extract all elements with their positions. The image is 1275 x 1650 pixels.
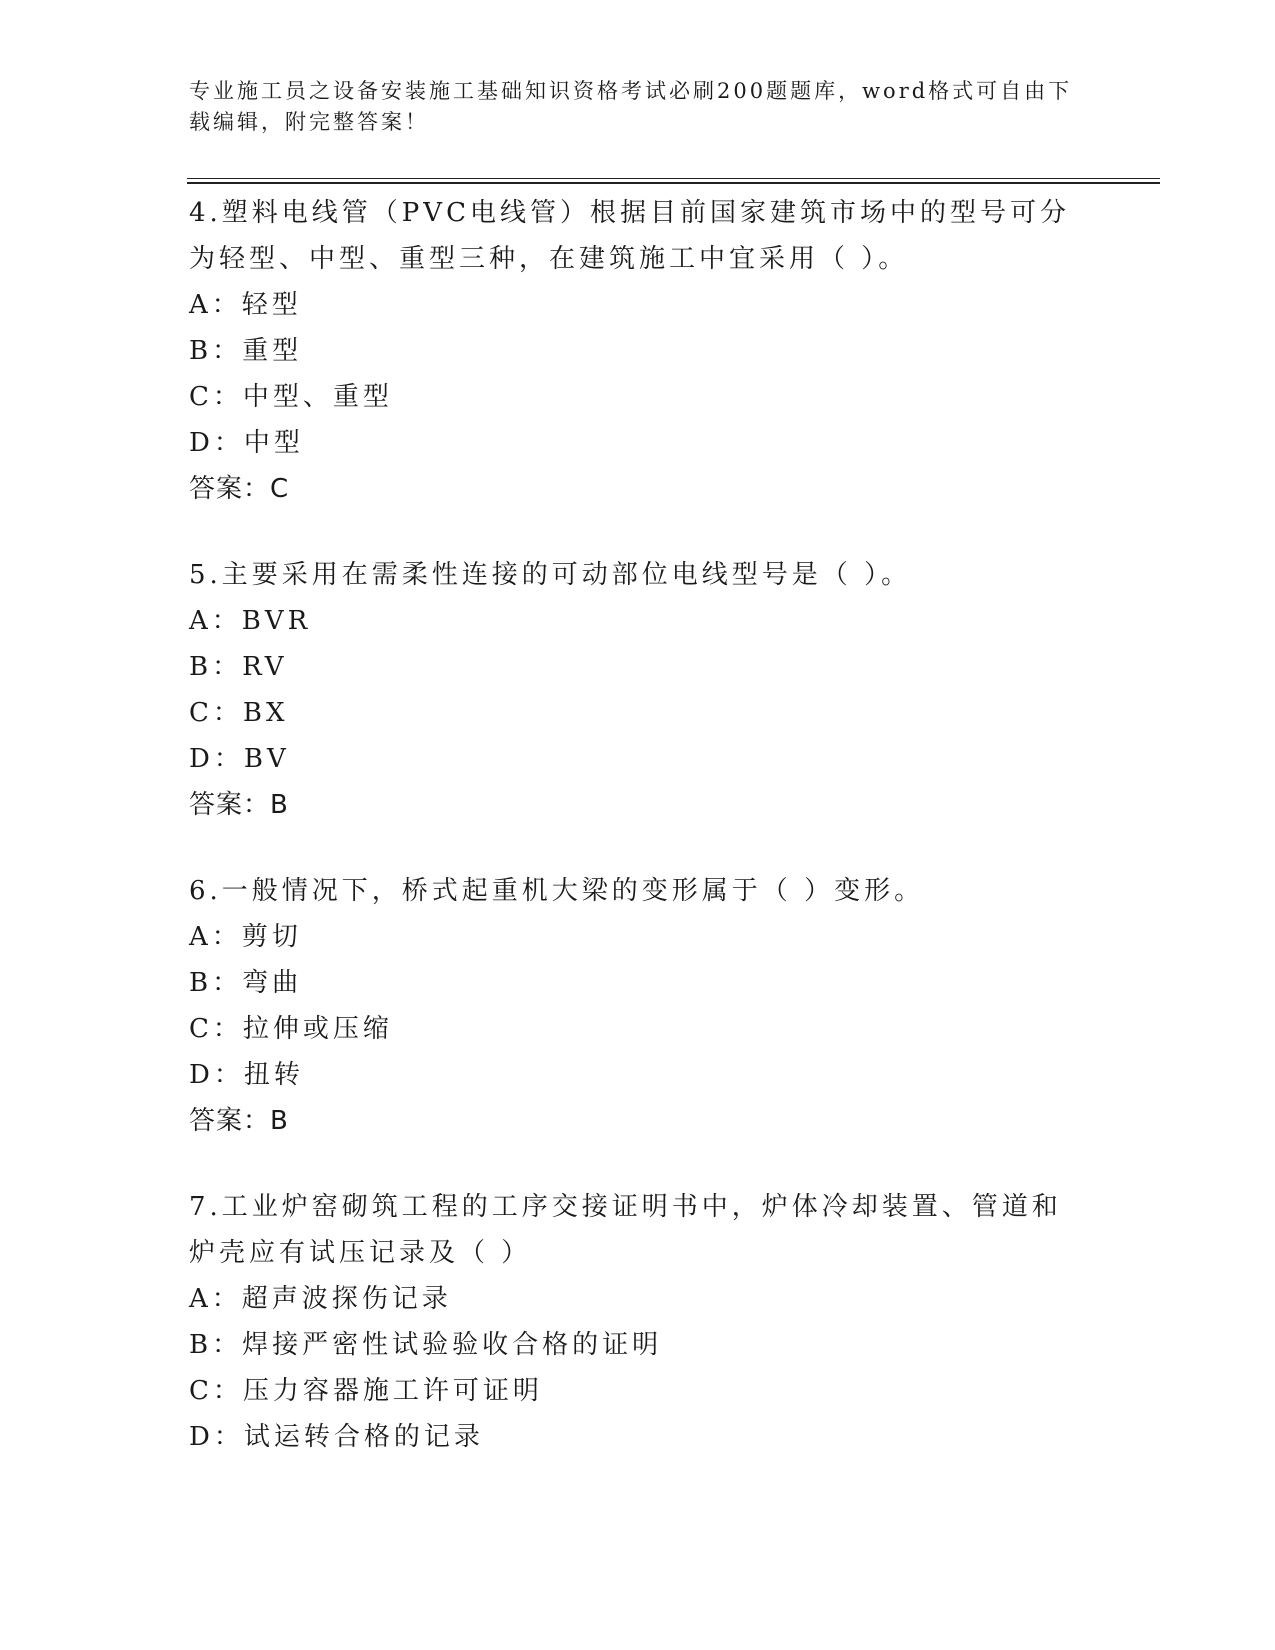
question-7 xyxy=(189,1184,1089,1460)
document-header: 专业施工员之设备安装施工基础知识资格考试必刷200题题库，word格式可自由下载编辑，附完整答案！ xyxy=(189,79,1073,134)
option-d: D：试运转合格的记录 xyxy=(189,1422,484,1452)
option-c: C：BX xyxy=(189,698,289,728)
question-stem: 4.塑料电线管（PVC电线管）根据目前国家建筑市场中的型号可分为轻型、中型、重型三种，在建筑施工中宜采用（ ）。 xyxy=(189,198,1070,274)
option-c: C：中型、重型 xyxy=(189,382,393,412)
question-6 xyxy=(189,868,1089,1144)
option-d: D：中型 xyxy=(189,428,304,458)
option-b: B：RV xyxy=(189,652,288,682)
option-a: A：BVR xyxy=(189,606,312,636)
option-b: B：弯曲 xyxy=(189,968,303,998)
option-b: B：重型 xyxy=(189,336,303,366)
answer-line: 答案：B xyxy=(189,1106,289,1136)
question-5 xyxy=(189,552,1089,828)
header-divider-thin xyxy=(187,178,1160,179)
question-stem: 7.工业炉窑砌筑工程的工序交接证明书中，炉体冷却装置、管道和炉壳应有试压记录及（ ） xyxy=(189,1192,1062,1268)
option-d: D：扭转 xyxy=(189,1060,304,1090)
option-a: A：超声波探伤记录 xyxy=(189,1284,452,1314)
header-divider-thick xyxy=(187,182,1160,184)
option-a: A：轻型 xyxy=(189,290,302,320)
question-list xyxy=(189,190,1089,1500)
question-stem: 5.主要采用在需柔性连接的可动部位电线型号是（ ）。 xyxy=(189,560,912,590)
option-a: A：剪切 xyxy=(189,922,302,952)
question-4 xyxy=(189,190,1089,512)
answer-line: 答案：C xyxy=(189,474,290,504)
option-d: D：BV xyxy=(189,744,290,774)
question-stem: 6.一般情况下，桥式起重机大梁的变形属于（ ）变形。 xyxy=(189,876,925,906)
option-c: C：压力容器施工许可证明 xyxy=(189,1376,543,1406)
option-b: B：焊接严密性试验验收合格的证明 xyxy=(189,1330,663,1360)
option-c: C：拉伸或压缩 xyxy=(189,1014,393,1044)
answer-line: 答案：B xyxy=(189,790,289,820)
